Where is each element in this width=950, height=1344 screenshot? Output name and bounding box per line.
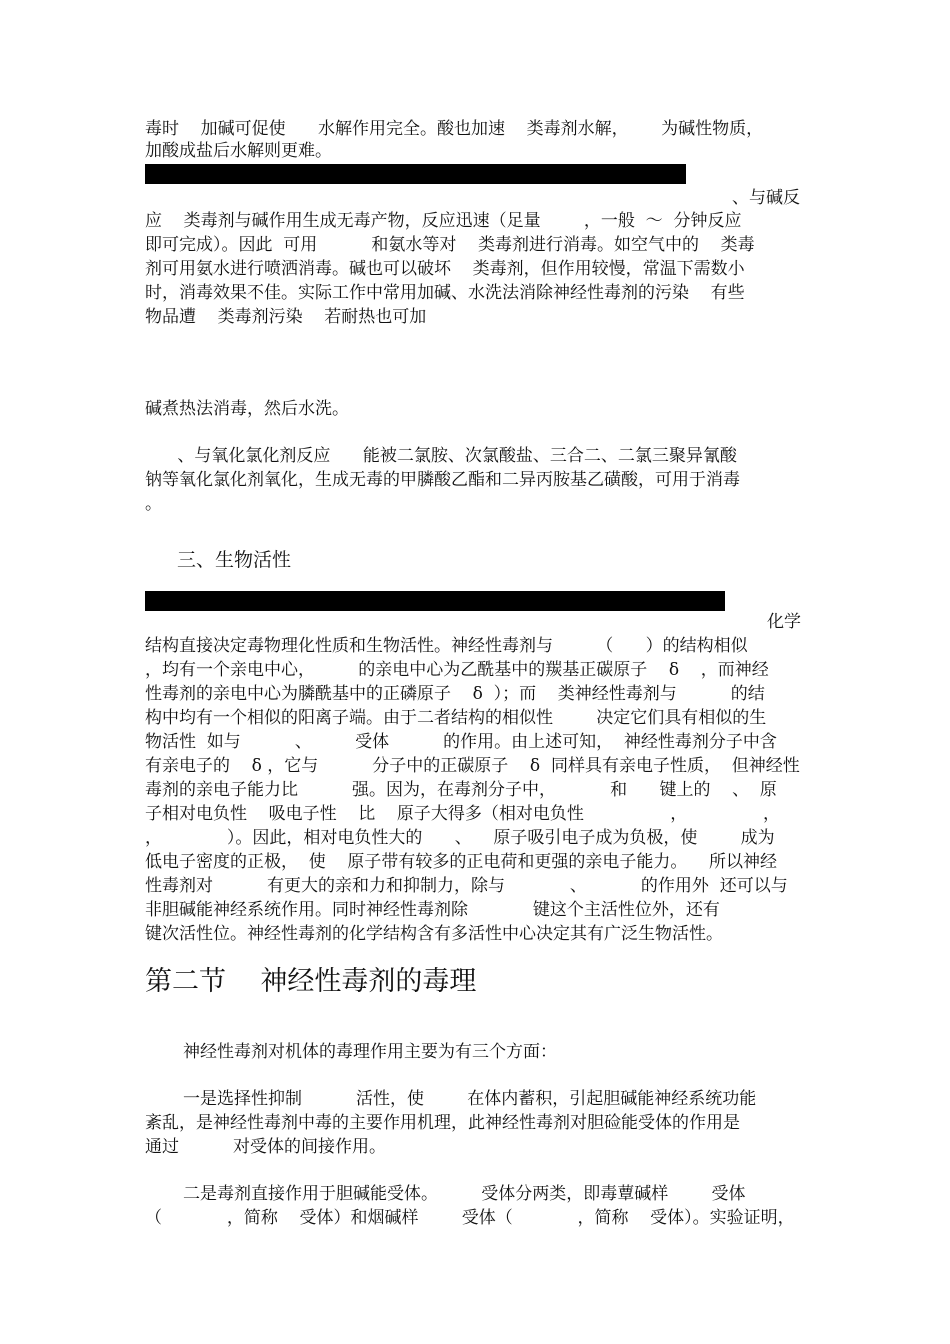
text-line: 、与氧化氯化剂反应 能被二氯胺、次氯酸盐、三合二、二氯三聚异氰酸 xyxy=(145,446,737,466)
section-heading: 三、生物活性 xyxy=(177,549,292,571)
text-line: 剂可用氨水进行喷洒消毒。碱也可以破坏 类毒剂，但作用较慢，常温下需数小 xyxy=(145,259,745,279)
text-line: 毒时 加碱可促使 水解作用完全。酸也加速 类毒剂水解， 为碱性物质， xyxy=(145,119,764,139)
text-line: 性毒剂对 有更大的亲和力和抑制力，除与 、 的作用外 还可以与 xyxy=(145,876,788,896)
text-line: 有亲电子的 δ ，它与 分子中的正碳原子 δ 同样具有亲电子性质， 但神经性 xyxy=(145,756,800,776)
text-line: 即可完成）。因此 可用 和氨水等对 类毒剂进行消毒。如空气中的 类毒 xyxy=(145,235,755,255)
text-line: 神经性毒剂对机体的毒理作用主要为有三个方面： xyxy=(183,1042,557,1062)
text-line: 结构直接决定毒物理化性质和生物活性。神经性毒剂与 （ ）的结构相似 xyxy=(145,636,748,656)
redaction-bar xyxy=(145,591,725,611)
text-line: 二是毒剂直接作用于胆碱能受体。 受体分两类，即毒蕈碱样 受体 xyxy=(183,1184,746,1204)
text-line: 子相对电负性 吸电子性 比 原子大得多（相对电负性 ， ， xyxy=(145,804,780,824)
text-line: 。 xyxy=(145,494,162,514)
text-line: 钠等氧化氯化剂氧化，生成无毒的甲膦酸乙酯和二异丙胺基乙磺酸，可用于消毒 xyxy=(145,470,740,490)
text-line: 时，消毒效果不佳。实际工作中常用加碱、水洗法消除神经性毒剂的污染 有些 xyxy=(145,283,745,303)
redaction-bar xyxy=(145,164,686,184)
text-line: 一是选择性抑制 活性，使 在体内蓄积，引起胆碱能神经系统功能 xyxy=(183,1089,757,1109)
text-line: 紊乱，是神经性毒剂中毒的主要作用机理，此神经性毒剂对胆硷能受体的作用是 xyxy=(145,1113,740,1133)
text-line: 非胆碱能神经系统作用。同时神经性毒剂除 键这个主活性位外，还有 xyxy=(145,900,720,920)
text-line: 低电子密度的正极， 使 原子带有较多的正电荷和更强的亲电子能力。 所以神经 xyxy=(145,852,778,872)
text-line: 应 类毒剂与碱作用生成无毒产物，反应迅速（足量 ，一般 ～ 分钟反应 xyxy=(145,211,742,231)
text-line: 通过 对受体的间接作用。 xyxy=(145,1137,387,1157)
text-line: ， ）。因此，相对电负性大的 、 原子吸引电子成为负极，使 成为 xyxy=(145,828,775,848)
text-line: 构中均有一个相似的阳离子端。由于二者结构的相似性 决定它们具有相似的生 xyxy=(145,708,767,728)
text-line: 物品遭 类毒剂污染 若耐热也可加 xyxy=(145,307,427,327)
text-line: 性毒剂的亲电中心为膦酰基中的正磷原子 δ ）；而 类神经性毒剂与 的结 xyxy=(145,684,765,704)
chapter-heading: 第二节 神经性毒剂的毒理 xyxy=(145,966,477,997)
text-line: 、与碱反 xyxy=(732,188,800,208)
text-line: ，均有一个亲电中心， 的亲电中心为乙酰基中的羰基正碳原子 δ ，而神经 xyxy=(145,660,769,680)
text-line: 毒剂的亲电子能力比 强。因为，在毒剂分子中， 和 键上的 、 原 xyxy=(145,780,777,800)
text-line: （ ，简称 受体）和烟碱样 受体（ ，简称 受体）。实验证明， xyxy=(145,1208,795,1228)
text-line: 物活性 如与 、 受体 的作用。由上述可知， 神经性毒剂分子中含 xyxy=(145,732,777,752)
text-line: 碱煮热法消毒，然后水洗。 xyxy=(145,399,349,419)
text-line: 加酸成盐后水解则更难。 xyxy=(145,141,332,161)
text-line: 键次活性位。神经性毒剂的化学结构含有多活性中心决定其有广泛生物活性。 xyxy=(145,924,723,944)
text-line: 化学 xyxy=(767,612,801,632)
